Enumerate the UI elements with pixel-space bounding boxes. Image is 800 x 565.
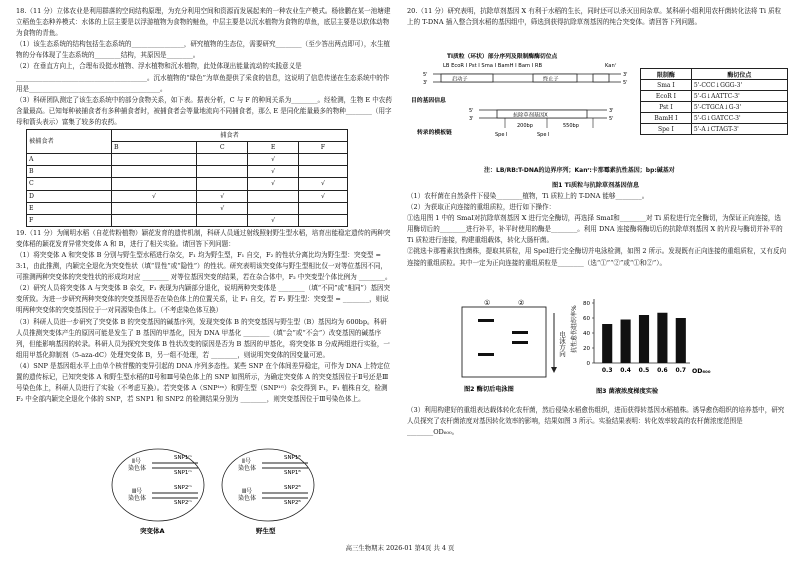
- q18-intro: 18.（11 分）立体农业是利用群落的空间结构原理，为充分利用空间和资源而发展起来的一种农业生产模式。杨徐鹏在某一池塘建立稻鱼生态种养模式：水体的上层主要是以浮游植物为食物的鲢鱼，中层主要是以沉水植物为食物的草鱼，底层主要是以软体动物为食物的青鱼。: [16, 7, 391, 38]
- svg-text:5': 5': [623, 80, 628, 86]
- q19-part2: （2）研究人员将突变体 A 与突变体 B 杂交，F₁ 表现为内颖部分退化，说明两种突变体是 ________（填“不同”或“相同”）基因突变所致。为进一步研究两种突变体的突变基因是否在染色体上的位置关系，让 F₁ 自交，若 F₂ 野生型：突变型 = ________，则说明两种突变体的突变基因位于一对同源染色体上。（不考虑染色体互换）: [16, 284, 391, 315]
- table-cell: [197, 214, 248, 226]
- table-col-header: B: [112, 142, 197, 154]
- enzyme-site: 5'-CCC↓GGG-3': [691, 80, 787, 91]
- predation-table: [26, 129, 348, 227]
- mutant-snp2-bottom: SNP2ᵐ: [174, 500, 192, 506]
- gene-title: 目的基因信息: [411, 98, 446, 104]
- q18-part3: （3）科研团队测定了该生态系统中的部分食物关系，如下表。据表分析，C 与 F 的种间关系为________。经检测，生物 E 中农药含量最高。已知每种被捕食者有多种捕食者时，被捕食者会等量地流向不同捕食者，那么 E 是同化能量最多的物种________（用字母和箭头表示）富集了较多的农药。: [16, 95, 392, 126]
- mutant-snp2-top: SNP2ᵐ: [174, 485, 192, 491]
- table-cell: [197, 154, 248, 166]
- mutant-chrom-label-2: 染色体: [128, 495, 147, 502]
- direction-label: 电泳方向: [558, 331, 566, 357]
- svg-text:3': 3': [623, 72, 628, 78]
- left-column: [16, 6, 392, 405]
- site-col-header: 酶切位点: [691, 69, 787, 80]
- y-tick-label: 20: [583, 346, 590, 352]
- wild-snp2-bottom: SNP2ᴮ: [284, 500, 301, 506]
- mutant-ii-label: Ⅱ号: [132, 458, 141, 465]
- figure2-gel: [458, 297, 578, 393]
- q18-part2: （2）在垂直方向上，合理布设挺水植物、浮水植物和沉水植物，此处体现出能量流动的实践意义是________________________________________。沉水植物的“绿色”为草鱼提供了采食的信息，这说明了信息传递在生态系统中的作用是________________________________________。: [16, 62, 390, 93]
- spe2-label: Spe Ⅰ: [537, 132, 550, 138]
- plasmid-title: Ti质粒（环状）部分序列及限制酶酶切位点: [447, 54, 558, 60]
- figure3-chart: [566, 293, 716, 397]
- enzyme-name: Sma Ⅰ: [641, 80, 692, 91]
- mutant-caption: 突变体A: [140, 527, 165, 535]
- table-cell: √: [248, 154, 298, 166]
- bp550-label: 550bp: [563, 123, 579, 129]
- table-cell: [248, 202, 298, 214]
- x-tick-label: 0.5: [638, 367, 650, 374]
- gel-band-2a: [512, 331, 528, 334]
- table-col-header: F: [298, 142, 347, 154]
- svg-text:3': 3': [469, 116, 474, 122]
- x-tick-label: 0.7: [675, 367, 687, 374]
- figure2-caption: 图2 酶切后电泳图: [464, 386, 514, 393]
- table-col-header: E: [248, 142, 298, 154]
- table-row: [27, 202, 348, 214]
- right-column-questions: [407, 191, 787, 269]
- table-cell: [298, 154, 347, 166]
- table-header: 捕食者: [112, 130, 348, 142]
- enzyme-row: [641, 91, 788, 102]
- y-tick-label: 80: [583, 301, 590, 307]
- x-tick-label: 0.3: [601, 367, 613, 374]
- table-cell: √: [112, 190, 197, 202]
- table-row-label: E: [27, 202, 112, 214]
- table-cell: [298, 202, 347, 214]
- x-tick-label: 0.6: [657, 367, 668, 374]
- chart-bar: [621, 320, 631, 364]
- promoter-label: 启动子: [452, 76, 468, 83]
- table-col-header: C: [197, 142, 248, 154]
- gene-label: 抗除草剂基因X: [513, 112, 548, 119]
- enzyme-table: [640, 68, 788, 135]
- table-row: [27, 166, 348, 178]
- terminator-label: 终止子: [543, 76, 559, 83]
- y-tick-label: 40: [583, 331, 590, 337]
- table-cell: [112, 166, 197, 178]
- table-row-label: B: [27, 166, 112, 178]
- lane1-label: ①: [484, 299, 491, 307]
- x-tick-label: 0.4: [620, 367, 631, 374]
- table-cell: √: [248, 178, 298, 190]
- table-cell: [298, 214, 347, 226]
- gel-band-1b: [478, 353, 494, 356]
- q19-part1: （1）将突变体 A 和突变体 B 分别与野生型水稻进行杂交，F₁ 均为野生型，F₁ 自交，F₂ 的性状分离比均为野生型：突变型 = 3:1，由此推测，内颖完全退化为突变性状（填“显性”或“隐性”）的性状。研究表明该突变体与野生型相比仅一对等位基因不同，可推测两种突变体的突变性状的形成均对应 ________ 对等位基因突变的结果，若在杂合体中，F₂ 中突变型个体比例为 ________。: [16, 250, 392, 282]
- table-row-label: D: [27, 190, 112, 202]
- table-row: [27, 178, 348, 190]
- table-row-label: C: [27, 178, 112, 190]
- wild-ii-label: Ⅱ号: [242, 458, 251, 465]
- q20-part2: （2）为获取正向连接的重组质粒，进行如下操作：: [407, 203, 556, 212]
- y-tick-label: 60: [583, 316, 590, 322]
- chart-bar: [676, 318, 686, 363]
- table-cell: [112, 214, 197, 226]
- wild-chrom-label-1: 染色体: [238, 465, 257, 472]
- svg-text:5': 5': [423, 72, 428, 78]
- chart-bar: [657, 313, 667, 363]
- chart-bar: [639, 315, 649, 363]
- svg-text:5': 5': [609, 116, 614, 122]
- svg-text:3': 3': [609, 108, 614, 114]
- mutant-chrom-label-1: 染色体: [128, 465, 147, 472]
- kanr-box: [593, 74, 609, 82]
- page-footer: 高三生物期末 2026-01 第4页 共 4 页: [345, 544, 455, 552]
- enzyme-row: [641, 113, 788, 124]
- chart-ylabel: 抗性愈伤组织率%: [571, 305, 578, 353]
- mutant-iii-label: Ⅲ号: [132, 488, 143, 495]
- q19-part4: （4）SNP 是基因组水平上由单个核苷酸的变异引起的 DNA 序列多态性。某些 SNP 在个体间差异稳定，可作为 DNA 上特定位置的遗传标记，已知突变体 A 和野生型水稻的Ⅱ号和Ⅲ号染色体上的 SNP 如图所示，为确定突变体 A 的突变基因位于Ⅱ号还是Ⅲ号染色体上，科研人员进行了实验（不考虑互换）。若突变体 A（SNP¹ᵐ）和野生型（SNP¹ᴳ）杂交得到 F₁，F₁ 植株自交，检测 F₂ 中全部内颖完全退化个体的 SNP，若 SNP1 和 SNP2 的检测结果分别为 ________，则突变基因位于Ⅲ号染色体上。: [16, 361, 390, 404]
- right-column-part3: [407, 405, 787, 438]
- figure1-caption: 图1 Ti质粒与抗除草剂基因信息: [552, 182, 640, 189]
- chart-bar: [602, 324, 612, 363]
- wild-caption: 野生型: [256, 527, 276, 535]
- y-tick-label: 0: [586, 361, 590, 367]
- enzyme-name: BamH Ⅰ: [641, 113, 692, 124]
- right-column: [407, 6, 787, 28]
- svg-text:5': 5': [469, 108, 474, 114]
- table-row-label: A: [27, 154, 112, 166]
- q19-intro: 19.（11 分）为阐明水稻（自花传粉植物）颖花发育的遗传机制，科研人员通过射线照射野生型水稻，培育出能稳定遗传的两种突变体稻的颖花发育异常突变体 A 和 B，进行了相关实验。请回答下列问题：: [16, 228, 391, 248]
- table-cell: [197, 166, 248, 178]
- enzyme-name: Spe Ⅰ: [641, 124, 692, 135]
- table-cell: √: [298, 178, 347, 190]
- table-cell: [112, 178, 197, 190]
- kanr-label: Kanʳ: [605, 63, 617, 69]
- wild-snp1-top: SNP1ᴮ: [284, 455, 301, 461]
- bp200-label: 200bp: [517, 123, 533, 129]
- enzyme-site: 5'-A↓CTAGT-3': [691, 124, 787, 135]
- q18-part1: （1）该生态系统的结构包括生态系统的________________，研究植物的生态位，需要研究________（至少答出两点即可），水生植物的分布体现了生态系统的________结构，其原因是________。: [16, 40, 391, 60]
- table-cell: √: [248, 214, 298, 226]
- q20-intro: 20.（11 分）研究表明，抗除草剂基因 X 有利于水稻的生长，同时还可以杀灭田间杂草。某科研小组利用农杆菌转化法将 Ti 质粒上的 T-DNA 插入整合到水稻的基因组中，筛选到获得抗除草剂基因的纯合突变体。请回答下列问题。: [407, 7, 782, 27]
- enzyme-site: 5'-G↓AATTC-3': [691, 91, 787, 102]
- table-row: [27, 190, 348, 202]
- table-cell: √: [248, 166, 298, 178]
- q19-part3: （3）科研人员进一步研究了突变体 B 的突变基因的碱基序列，发现突变体 B 的突变基因与野生型（B）基因均为 600bp。科研人员推测突变体产生的原因可能是发生了 B 基因的甲基化，因为 DNA 甲基化 ________（填“会”或“不会”）改变基因的碱基序列，但能影响基因的转录。科研人员为探究突变体 B 性状改变的原因是否为 B 基因的甲基化，将突变体 B 分成两组进行实验，一组用甲基化抑制剂（5-aza-dC）处理突变体 B，另一组不处理，若 ________，则说明突变体的因变量可逆。: [16, 317, 390, 359]
- spe1-label: Spe Ⅰ: [495, 132, 508, 138]
- table-cell: √: [197, 202, 248, 214]
- figure1-note: 注：LB/RB:T-DNA的边界序列；Kanʳ:卡那霉素抗性基因；bp:碱基对: [484, 167, 675, 174]
- table-cell: [248, 190, 298, 202]
- wild-snp2-top: SNP2ᴮ: [284, 485, 301, 491]
- enzyme-name: Pst Ⅰ: [641, 102, 692, 113]
- table-row-label: F: [27, 214, 112, 226]
- plasmid-site-labels: LB EcoR Ⅰ Pst Ⅰ Sma Ⅰ BamH Ⅰ Bam Ⅰ RB: [443, 63, 543, 69]
- enzyme-col-header: 限制酶: [641, 69, 692, 80]
- enzyme-site: 5'-CTGCA↓G-3': [691, 102, 787, 113]
- q20-part1: （1）农杆菌在自然条件下侵染________植物，Ti 质粒上的 T-DNA 能够________。: [407, 192, 649, 200]
- q20-part2-step2: ②挑选卡那霉素抗性菌株，提取其质粒，用 SpeⅠ进行完全酶切并电泳检测，如图 2 所示。发现既有正向连接的重组质粒，又有反向连接的重组质粒。其中一定为正向连接的重组质粒是________（选“①”“②”或“①和②”）。: [407, 247, 787, 267]
- lane2-label: ②: [518, 299, 525, 307]
- table-cell: [197, 178, 248, 190]
- table-corner: 被捕食者: [27, 130, 112, 154]
- svg-text:3': 3': [423, 80, 428, 86]
- table-cell: [112, 202, 197, 214]
- table-row: [27, 214, 348, 226]
- enzyme-row: [641, 80, 788, 91]
- enzyme-name: EcoR Ⅰ: [641, 91, 692, 102]
- table-cell: √: [197, 190, 248, 202]
- chart-xunit: OD₆₀₀: [692, 368, 711, 375]
- mutant-snp1-top: SNP1ᵐ: [174, 455, 192, 461]
- q20-part3: （3）利用构建好的重组表达载体转化农杆菌，然后侵染水稻愈伤组织，进而获得转基因水稻植株。诱导愈伤组织的培养基中，研究人员探究了农杆菌浓度对基因转化效率的影响，结果如图 3 所示。实验结果表明：转化效率较高的农杆菌浓度范围是________OD₆₀₀。: [407, 406, 785, 437]
- table-cell: √: [298, 190, 347, 202]
- wild-chrom-label-2: 染色体: [238, 495, 257, 502]
- q20-part2-step1: ①选用图 1 中的 SmaⅠ对抗除草剂基因 X 进行完全酶切，再选择 SmaⅠ和________对 Ti 质粒进行完全酶切，为保证正向连接，选用酶切后的________进行补平，补平时使用的酶是________。利用 DNA 连接酶将酶切后的抗除草剂基因 X 的片段与酶切并补平的 Ti 质粒进行连接，构建重组载体，转化大肠杆菌。: [407, 214, 783, 245]
- enzyme-row: [641, 102, 788, 113]
- table-cell: [298, 166, 347, 178]
- mutant-snp1-bottom: SNP1ᵐ: [174, 470, 192, 476]
- table-cell: [112, 154, 197, 166]
- figure3-caption: 图3 菌液浓度梯度实验: [596, 388, 659, 395]
- table-row: [27, 154, 348, 166]
- enzyme-site: 5'-G↓GATCC-3': [691, 113, 787, 124]
- wild-iii-label: Ⅲ号: [242, 488, 253, 495]
- gel-band-1a: [478, 319, 494, 322]
- gel-band-2b: [512, 341, 528, 344]
- enzyme-row: [641, 124, 788, 135]
- chromosome-figure: [110, 447, 320, 539]
- wild-snp1-bottom: SNP1ᴮ: [284, 470, 301, 476]
- template-label: 转录的模板链: [417, 130, 452, 136]
